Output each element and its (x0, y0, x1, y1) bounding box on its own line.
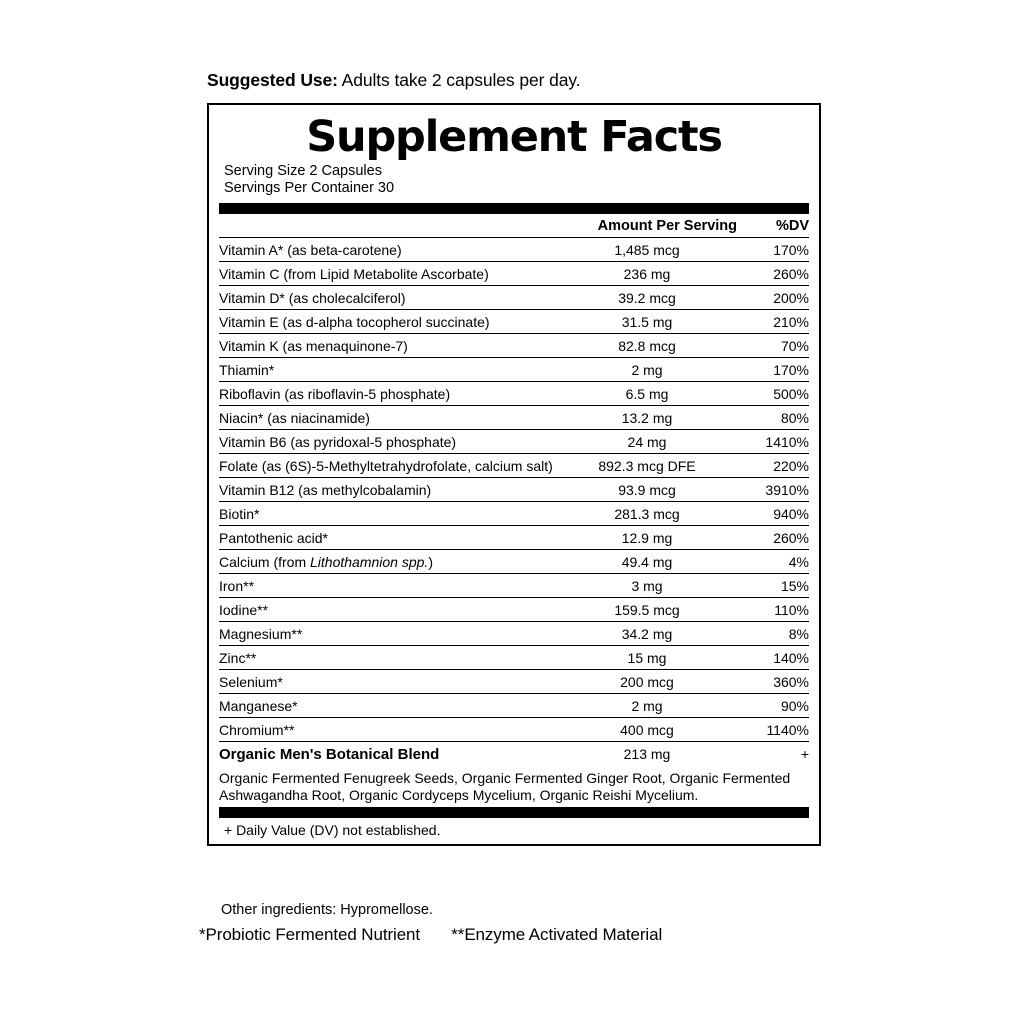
table-row (219, 310, 809, 334)
nutrient-amount: 2 mg (557, 358, 737, 382)
other-ingredients: Other ingredients: Hypromellose. (221, 902, 433, 918)
nutrient-dv: 940% (737, 502, 809, 526)
nutrient-name: Calcium (from Lithothamnion spp.) (219, 550, 557, 574)
nutrient-name: Vitamin B12 (as methylcobalamin) (219, 478, 557, 502)
nutrient-amount: 200 mcg (557, 670, 737, 694)
nutrient-name: Biotin* (219, 502, 557, 526)
suggested-use-line (207, 70, 580, 91)
table-row (219, 238, 809, 262)
table-row (219, 430, 809, 454)
table-row (219, 550, 809, 574)
table-row (219, 478, 809, 502)
nutrient-amount: 93.9 mcg (557, 478, 737, 502)
table-row (219, 406, 809, 430)
suggested-use-text: Adults take 2 capsules per day. (341, 70, 581, 90)
scientific-name: Lithothamnion spp. (310, 553, 429, 570)
blend-table (219, 742, 809, 807)
nutrient-amount: 31.5 mg (557, 310, 737, 334)
nutrient-dv: 200% (737, 286, 809, 310)
nutrient-amount: 39.2 mcg (557, 286, 737, 310)
table-row (219, 718, 809, 742)
nutrient-rows-table (219, 238, 809, 741)
table-row (219, 694, 809, 718)
nutrient-name: Vitamin E (as d-alpha tocopherol succinate) (219, 310, 557, 334)
nutrient-amount: 15 mg (557, 646, 737, 670)
serving-info (224, 163, 809, 197)
nutrient-amount: 34.2 mg (557, 622, 737, 646)
nutrient-amount: 12.9 mg (557, 526, 737, 550)
header-amount: Amount Per Serving (597, 217, 737, 234)
nutrient-name: Riboflavin (as riboflavin-5 phosphate) (219, 382, 557, 406)
table-row (219, 358, 809, 382)
nutrient-dv: 260% (737, 526, 809, 550)
blend-ingredients-row (219, 766, 809, 807)
nutrient-amount: 236 mg (557, 262, 737, 286)
nutrient-name: Chromium** (219, 721, 295, 738)
header-thick-rule (219, 203, 809, 214)
blend-bottom-rule (219, 807, 809, 818)
table-row (219, 382, 809, 406)
serving-size: Serving Size 2 Capsules (224, 163, 382, 179)
table-row (219, 334, 809, 358)
nutrient-name: Magnesium** (219, 622, 557, 646)
nutrient-dv: 4% (737, 550, 809, 574)
nutrient-name: Vitamin B6 (as pyridoxal-5 phosphate) (219, 430, 557, 454)
nutrient-dv: 170% (737, 358, 809, 382)
nutrient-dv: 260% (737, 262, 809, 286)
nutrient-amount: 24 mg (557, 430, 737, 454)
nutrient-amount: 82.8 mcg (557, 334, 737, 358)
header-blank (219, 214, 557, 237)
nutrient-dv: 210% (737, 310, 809, 334)
nutrient-amount: 1,485 mcg (557, 238, 737, 262)
panel-title: Supplement Facts (306, 112, 722, 162)
table-row (219, 670, 809, 694)
servings-per-container: Servings Per Container 30 (224, 180, 395, 196)
blend-row (219, 742, 809, 766)
nutrient-dv: 500% (737, 382, 809, 406)
nutrient-dv: 140% (737, 646, 809, 670)
nutrient-dv: 70% (737, 334, 809, 358)
nutrient-name: Folate (as (6S)-5-Methyltetrahydrofolate, calcium salt) (219, 454, 557, 478)
nutrient-name: Vitamin A* (as beta-carotene) (219, 238, 557, 262)
footnote-enzyme: **Enzyme Activated Material (451, 925, 663, 944)
blend-ingredients: Organic Fermented Fenugreek Seeds, Organic Fermented Ginger Root, Organic Fermented Ashwagandha Root, Organic Cordyceps Mycelium, Organic Reishi Mycelium. (219, 769, 791, 803)
table-row (219, 574, 809, 598)
nutrient-dv: 3910% (737, 478, 809, 502)
table-row (219, 502, 809, 526)
nutrient-name: Selenium* (219, 670, 557, 694)
nutrient-dv: 80% (737, 406, 809, 430)
table-row (219, 622, 809, 646)
blend-amount: 213 mg (623, 745, 671, 762)
nutrient-dv: 360% (737, 670, 809, 694)
nutrient-name: Pantothenic acid* (219, 526, 557, 550)
nutrient-table (219, 214, 809, 237)
nutrient-name: Zinc** (219, 646, 557, 670)
nutrient-dv: 90% (737, 694, 809, 718)
nutrient-amount: 892.3 mcg DFE (557, 454, 737, 478)
blend-name: Organic Men's Botanical Blend (219, 745, 440, 763)
nutrient-name: Manganese* (219, 694, 557, 718)
nutrient-amount: 6.5 mg (557, 382, 737, 406)
nutrient-amount: 159.5 mcg (557, 598, 737, 622)
nutrient-amount: 3 mg (557, 574, 737, 598)
table-row (219, 598, 809, 622)
header-dv: %DV (775, 217, 809, 234)
footnote-probiotic: *Probiotic Fermented Nutrient (199, 925, 421, 944)
nutrient-dv: 1140% (766, 721, 809, 738)
blend-dv: + (800, 745, 809, 762)
table-header-row (219, 214, 809, 237)
nutrient-name: Iron** (219, 574, 557, 598)
nutrient-name: Vitamin K (as menaquinone-7) (219, 334, 557, 358)
nutrient-name: Vitamin D* (as cholecalciferol) (219, 286, 557, 310)
nutrient-dv: 110% (737, 598, 809, 622)
dv-footnote: + Daily Value (DV) not established. (224, 822, 441, 838)
nutrient-dv: 170% (737, 238, 809, 262)
table-row (219, 454, 809, 478)
nutrient-name: Iodine** (219, 598, 557, 622)
table-row (219, 526, 809, 550)
nutrient-amount: 49.4 mg (557, 550, 737, 574)
footnotes (199, 925, 662, 945)
nutrient-amount: 400 mcg (620, 721, 674, 738)
nutrient-dv: 8% (737, 622, 809, 646)
nutrient-dv: 15% (737, 574, 809, 598)
nutrient-name: Niacin* (as niacinamide) (219, 406, 557, 430)
nutrient-name: Thiamin* (219, 358, 557, 382)
nutrient-dv: 220% (737, 454, 809, 478)
suggested-use-label: Suggested Use: (207, 70, 338, 90)
nutrient-amount: 281.3 mcg (557, 502, 737, 526)
nutrient-dv: 1410% (737, 430, 809, 454)
table-row (219, 646, 809, 670)
table-row (219, 262, 809, 286)
nutrient-amount: 2 mg (557, 694, 737, 718)
nutrient-amount: 13.2 mg (557, 406, 737, 430)
table-row (219, 286, 809, 310)
supplement-facts-panel (207, 103, 821, 846)
nutrient-name: Vitamin C (from Lipid Metabolite Ascorbate) (219, 262, 557, 286)
